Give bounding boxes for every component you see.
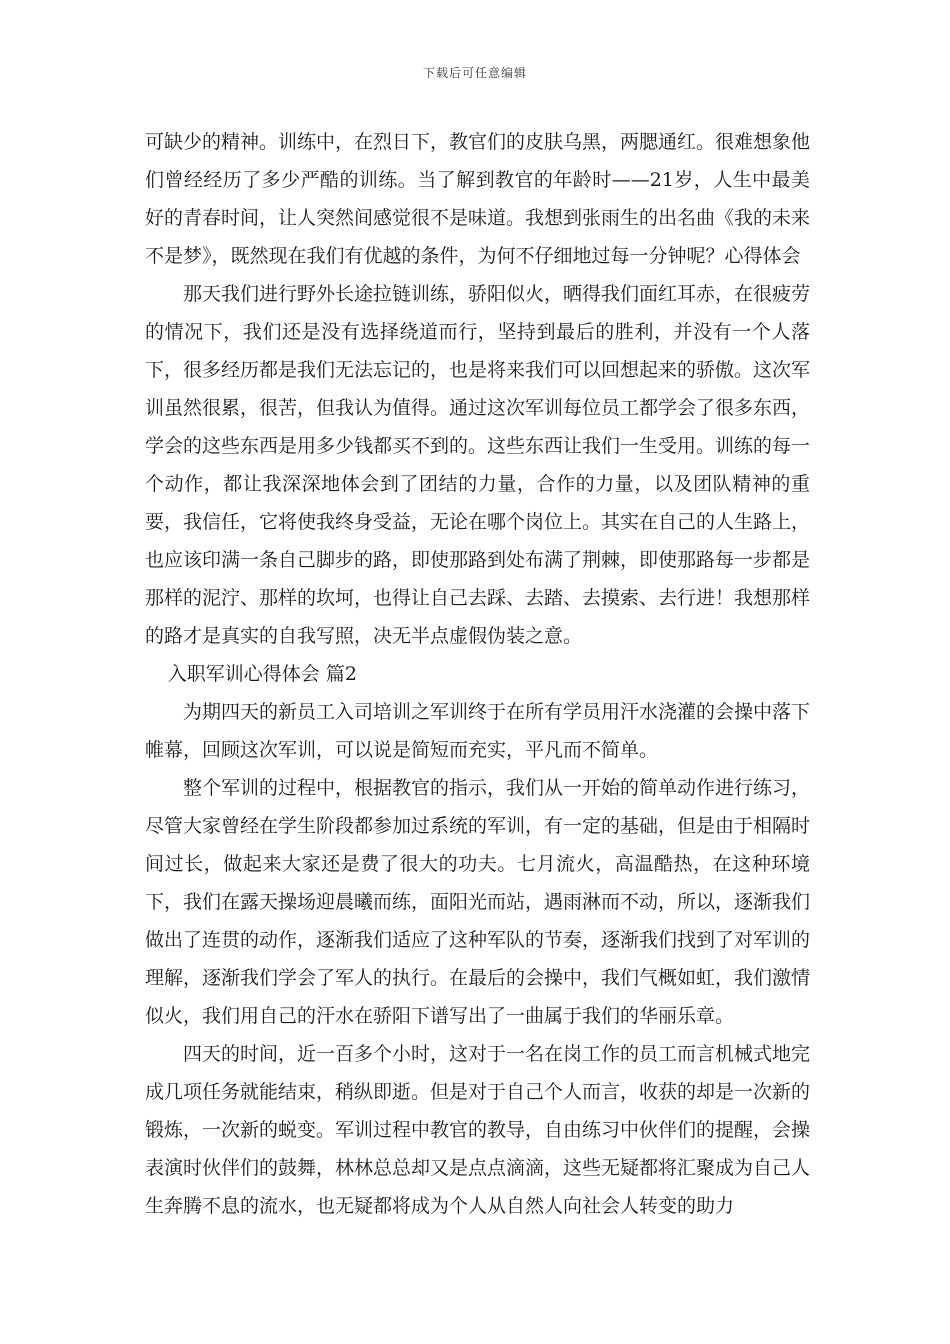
paragraph-5: 四天的时间，近一百多个小时，这对于一名在岗工作的员工而言机械式地完成几项任务就能结束，稍纵即逝。但是对于自己个人而言，收获的却是一次新的锻炼，一次新的蜕变。军训过程中教官的教导，自由练习中伙伴们的提醒，会操表演时伙伴们的鼓舞，林林总总却又是点点滴滴，这些无疑都将汇聚成为自己人生奔腾不息的流水，也无疑都将成为个人从自然人向社会人转变的助力 xyxy=(145,1043,811,1217)
paragraph-3: 为期四天的新员工入司培训之军训终于在所有学员用汗水浇灌的会操中落下帷幕，回顾这次军训，可以说是简短而充实，平凡而不简单。 xyxy=(145,701,811,761)
document-body xyxy=(145,123,810,1225)
paragraph-1: 可缺少的精神。训练中，在烈日下，教官们的皮肤乌黑，两腮通红。很难想象他们曾经经历了多少严酷的训练。当了解到教官的年龄时——21岁，人生中最美好的青春时间，让人突然间感觉很不是味道。我想到张雨生的出名曲《我的未来不是梦》，既然现在我们有优越的条件，为何不仔细地过每一分钟呢？心得体会 xyxy=(145,131,811,267)
section-heading: 入职军训心得体会 篇2 xyxy=(167,663,357,685)
page-header-note: 下载后可任意编辑 xyxy=(422,66,527,80)
paragraph-2: 那天我们进行野外长途拉链训练，骄阳似火，晒得我们面红耳赤，在很疲劳的情况下，我们还是没有选择绕道而行，坚持到最后的胜利，并没有一个人落下，很多经历都是我们无法忘记的，也是将来我们可以回想起来的骄傲。这次军训虽然很累，很苦，但我认为值得。通过这次军训每位员工都学会了很多东西，学会的这些东西是用多少钱都买不到的。这些东西让我们一生受用。训练的每一个动作，都让我深深地体会到了团结的力量，合作的力量，以及团队精神的重要，我信任，它将使我终身受益，无论在哪个岗位上。其实在自己的人生路上，也应该印满一条自己脚步的路，即使那路到处布满了荆棘，即使那路每一步都是那样的泥泞、那样的坎坷，也得让自己去踩、去踏、去摸索、去行进！我想那样的路才是真实的自我写照，决无半点虚假伪装之意。 xyxy=(145,283,811,647)
paragraph-4: 整个军训的过程中，根据教官的指示，我们从一开始的简单动作进行练习，尽管大家曾经在学生阶段都参加过系统的军训，有一定的基础，但是由于相隔时间过长，做起来大家还是费了很大的功夫。七月流火，高温酷热，在这种环境下，我们在露天操场迎晨曦而练，面阳光而站，遇雨淋而不动，所以，逐渐我们做出了连贯的动作，逐渐我们适应了这种军队的节奏，逐渐我们找到了对军训的理解，逐渐我们学会了军人的执行。在最后的会操中，我们气概如虹，我们激情似火，我们用自己的汗水在骄阳下谱写出了一曲属于我们的华丽乐章。 xyxy=(145,777,811,1027)
